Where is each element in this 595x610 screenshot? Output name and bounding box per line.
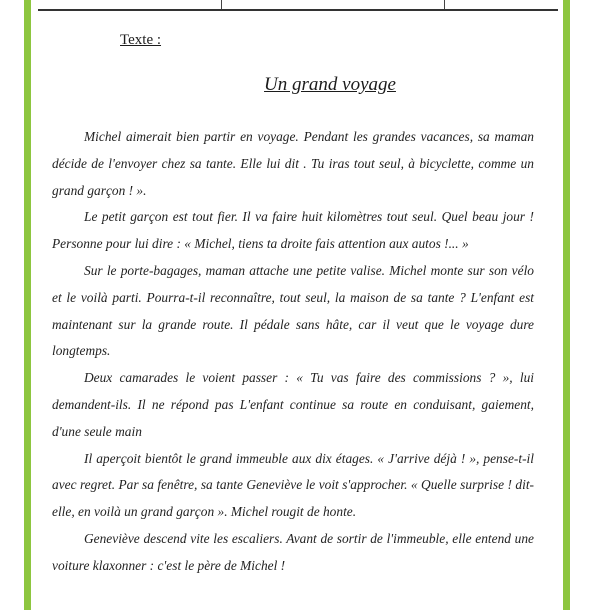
table-remnant	[38, 0, 558, 11]
table-divider	[444, 0, 445, 9]
table-divider	[221, 0, 222, 9]
paragraph: Geneviève descend vite les escaliers. Avant de sortir de l'immeuble, elle entend une voiture klaxonner : c'est le père de Michel !	[52, 530, 534, 573]
document-title: Un grand voyage	[264, 74, 396, 95]
document-body	[52, 124, 534, 580]
paragraph: Deux camarades le voient passer : « Tu vas faire des commissions ? », lui demandent-ils. Il ne répond pas L'enfant continue sa route en conduisant, gaiement, d'une seule main	[52, 370, 534, 439]
paragraph: Il aperçoit bientôt le grand immeuble aux dix étages. « J'arrive déjà ! », pense-t-il avec regret. Par sa fenêtre, sa tante Geneviève le voit s'approcher. « Quelle surprise ! dit-elle, en voilà un grand garçon ». Michel rougit de honte.	[52, 450, 534, 520]
paragraph: Michel aimerait bien partir en voyage. Pendant les grandes vacances, sa maman décide de l'envoyer chez sa tante. Elle lui dit . Tu iras tout seul, à bicyclette, comme un grand garçon ! ».	[52, 129, 534, 198]
section-label: Texte :	[120, 32, 162, 48]
paragraph: Sur le porte-bagages, maman attache une petite valise. Michel monte sur son vélo et le voilà parti. Pourra-t-il reconnaître, tout seul, la maison de sa tante ? L'enfant est maintenant sur la grande route. Il pédale sans hâte, car il veut que le voyage dure longtemps.	[52, 262, 534, 359]
paragraph: Le petit garçon est tout fier. Il va faire huit kilomètres tout seul. Quel beau jour ! Personne pour lui dire : « Michel, tiens ta droite fais attention aux autos !... »	[52, 209, 534, 252]
